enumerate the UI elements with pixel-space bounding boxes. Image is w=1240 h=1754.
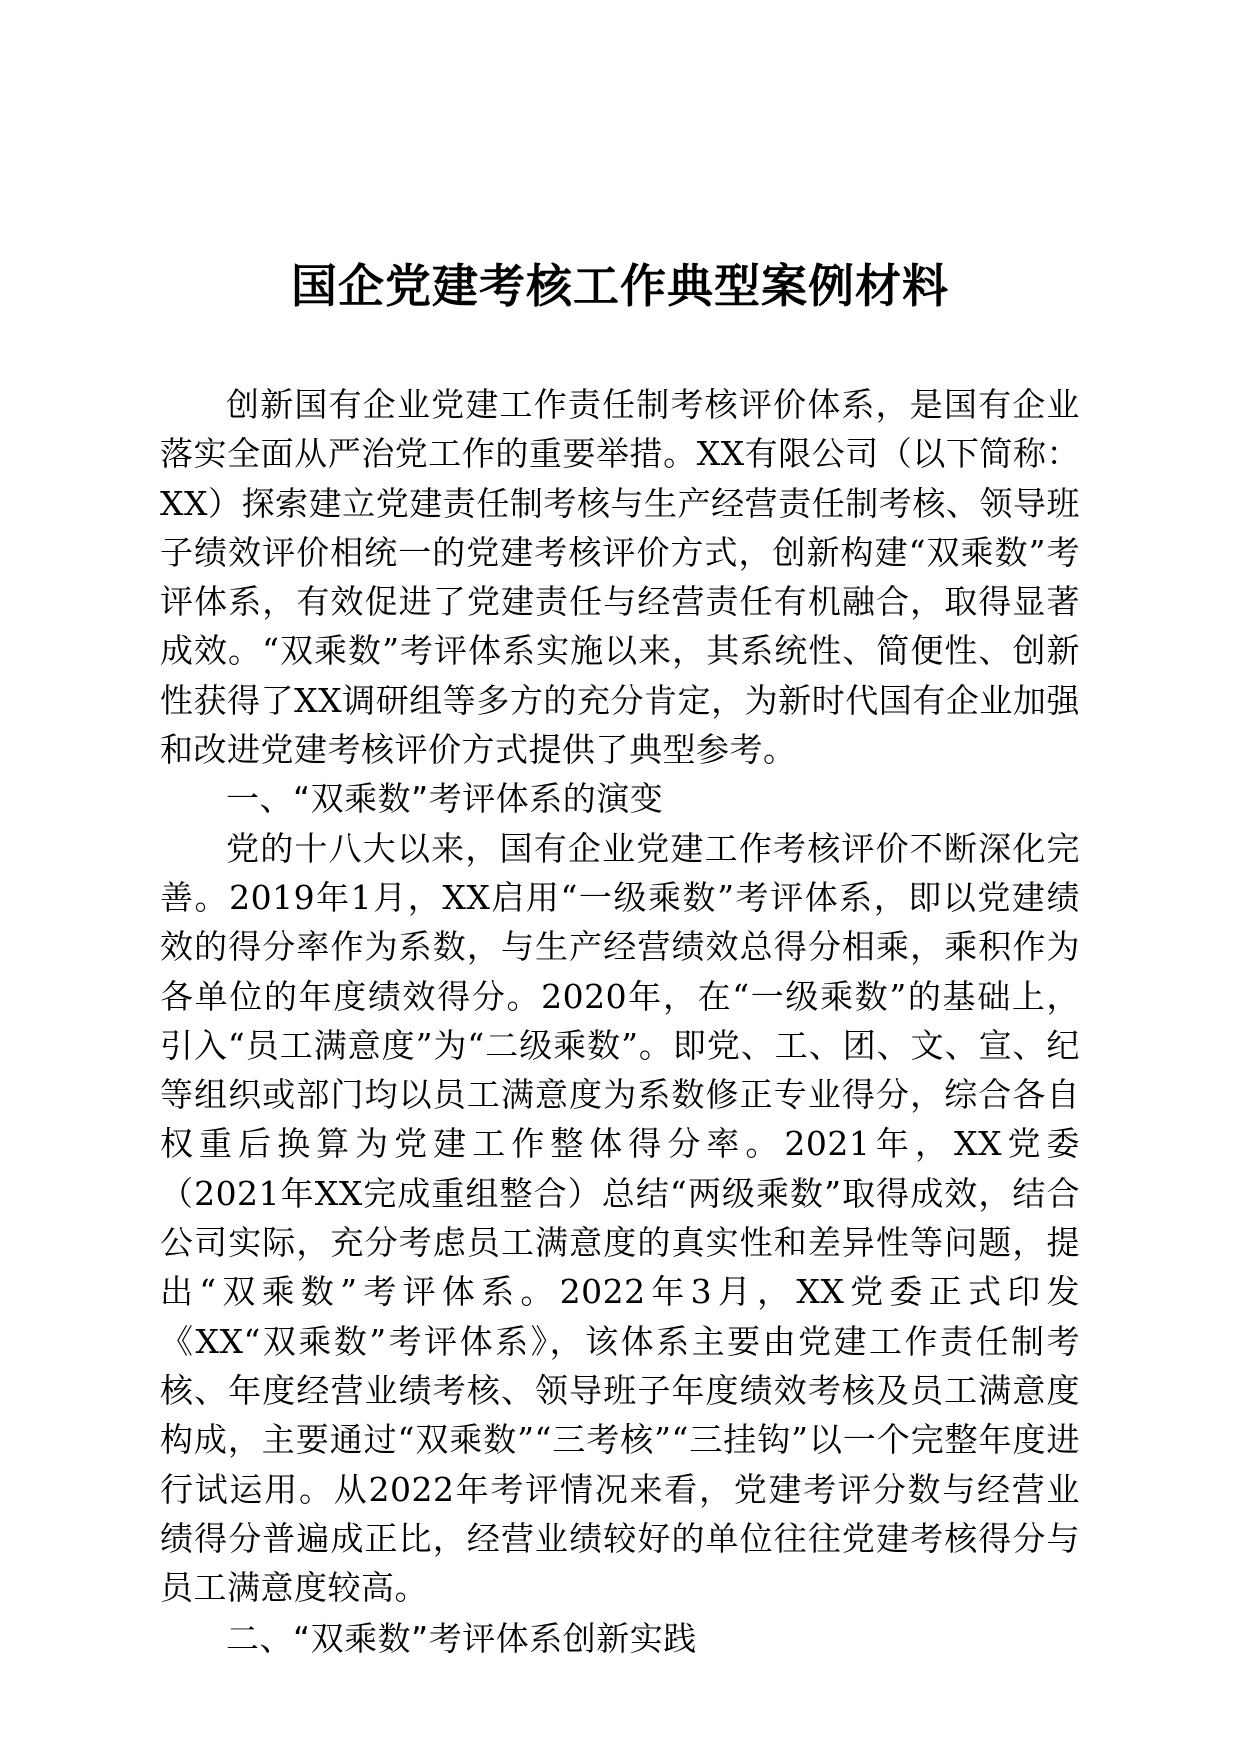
section-heading-2: 二、“双乘数”考评体系创新实践 <box>226 1619 697 1659</box>
document-body <box>160 380 1080 1664</box>
intro-paragraph: 创新国有企业党建工作责任制考核评价体系，是国有企业落实全面从严治党工作的重要举措。XX有限公司（以下简称：XX）探索建立党建责任制考核与生产经营责任制考核、领导班子绩效评价相统一的党建考核评价方式，创新构建“双乘数”考评体系，有效促进了党建责任与经营责任有机融合，取得显著成效。“双乘数”考评体系实施以来，其系统性、简便性、创新性获得了XX调研组等多方的充分肯定，为新时代国有企业加强和改进党建考核评价方式提供了典型参考。 <box>160 385 1080 770</box>
section-heading-1: 一、“双乘数”考评体系的演变 <box>226 779 664 819</box>
document-title: 国企党建考核工作典型案例材料 <box>291 259 949 313</box>
section-1-paragraph: 党的十八大以来，国有企业党建工作考核评价不断深化完善。2019年1月，XX启用“一级乘数”考评体系，即以党建绩效的得分率作为系数，与生产经营绩效总得分相乘，乘积作为各单位的年度绩效得分。2020年，在“一级乘数”的基础上，引入“员工满意度”为“二级乘数”。即党、工、团、文、宣、纪等组织或部门均以员工满意度为系数修正专业得分，综合各自权重后换算为党建工作整体得分率。2021年，XX党委（2021年XX完成重组整合）总结“两级乘数”取得成效，结合公司实际，充分考虑员工满意度的真实性和差异性等问题，提出“双乘数”考评体系。2022年3月，XX党委正式印发《XX“双乘数”考评体系》，该体系主要由党建工作责任制考核、年度经营业绩考核、领导班子年度绩效考核及员工满意度构成，主要通过“双乘数”“三考核”“三挂钩”以一个完整年度进行试运用。从2022年考评情况来看，党建考评分数与经营业绩得分普遍成正比，经营业绩较好的单位往往党建考核得分与员工满意度较高。 <box>160 828 1080 1608</box>
